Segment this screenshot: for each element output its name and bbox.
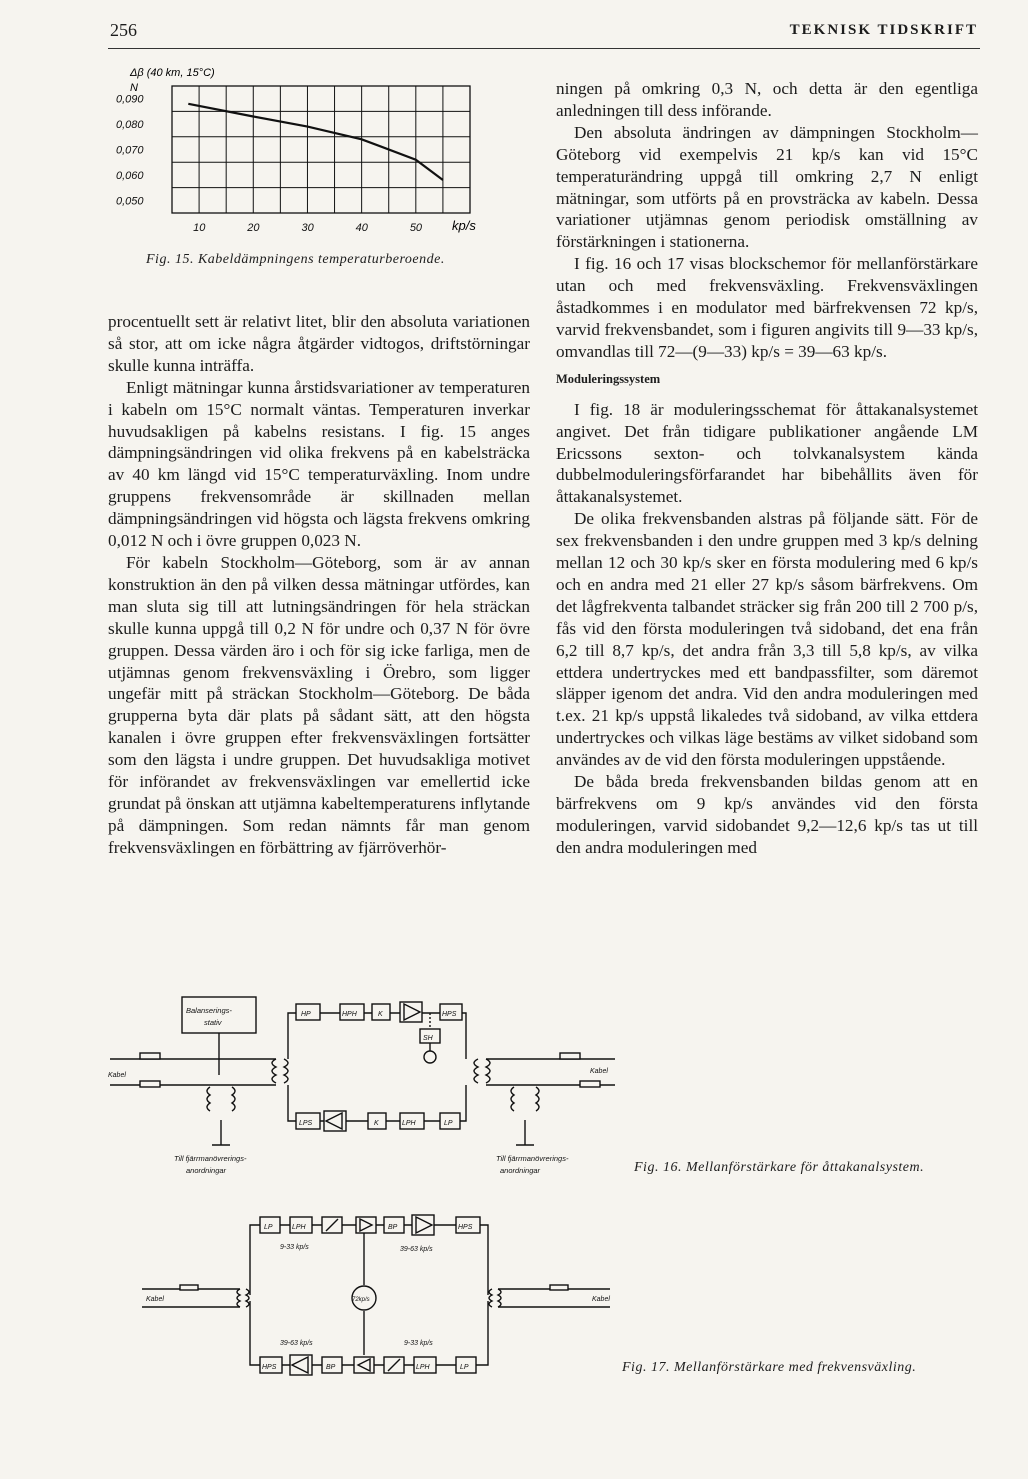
fig17-caption: Fig. 17. Mellanförstärkare med frekvensväxling. (622, 1360, 917, 1375)
remote-right: Till fjärrmanövrerings- (496, 1154, 569, 1163)
fig15-xtick-label: 40 (355, 222, 368, 234)
block-lph: LPH (292, 1224, 306, 1231)
block-lph: LPH (402, 1120, 416, 1127)
block-lps: LPS (299, 1120, 313, 1127)
fig15-xtick-label: 20 (247, 222, 260, 234)
block-hps: HPS (442, 1011, 457, 1018)
fig16-caption: Fig. 16. Mellanförstärkare för åttakanalsystem. (634, 1160, 925, 1175)
block-lp: LP (460, 1364, 469, 1371)
band-low-bottom: 9-33 kp/s (404, 1340, 433, 1347)
kabel-right-label: Kabel (590, 1068, 608, 1075)
fig15-ytick-label: 0,080 (116, 119, 144, 132)
fig15-xlabel: kp/s (452, 218, 476, 233)
left-column (108, 311, 530, 859)
block-k: K (374, 1120, 379, 1127)
block-hp: HP (301, 1011, 311, 1018)
paragraph: Den absoluta ändringen av dämpningen Stockholm—Göteborg vid exempelvis 21 kp/s kan vid 15°C temperaturändring uppgå till omkring 2,7 N enligt mätningar, som utförts på en provsträcka av kabeln. Dessa variationer utjämnas genom periodisk omställning av förstärkningen i stationerna. (556, 122, 978, 252)
paragraph: Enligt mätningar kunna årstidsvariationer av temperaturen i kabeln om 15°C normalt väntas. Temperaturen inverkar huvudsakligen på kabelns resistans. I fig. 15 anges dämpningsändringen vid olika frekvens på en kabelsträcka av 40 km längd vid 15°C temperaturväxling. Inom undre gruppens frekvensområde är skillnaden mellan dämpningsändringen vid högsta och lägsta frekvens omkring 0,012 N och i övre gruppen 0,023 N. (108, 377, 530, 551)
fig15-xtick-label: 10 (193, 222, 206, 234)
transformer-icon (489, 1289, 501, 1307)
balance-label: Balanserings- (186, 1006, 232, 1015)
block-hph: HPH (342, 1011, 357, 1018)
meter-icon (424, 1051, 436, 1063)
block-lp: LP (264, 1224, 273, 1231)
paragraph: I fig. 18 är moduleringsschemat för åttakanalsystemet angivet. Det från tidigare publikationer angående LM Ericssons sexton- och tolvkanalsystem kända dubbelmoduleringsförfarandet har bibehållits även för åttakanalsystemet. (556, 399, 978, 507)
fig15-ytick-label: 0,050 (116, 195, 144, 208)
page-number: 256 (110, 20, 137, 40)
band-low-top: 9-33 kp/s (280, 1244, 309, 1251)
fig15-ytick-label: 0,090 (116, 93, 144, 106)
block-hps: HPS (458, 1224, 473, 1231)
block-lp: LP (444, 1120, 453, 1127)
balance-label: stativ (204, 1018, 222, 1027)
fig17-diagram (140, 1205, 640, 1385)
block-k: K (378, 1011, 383, 1018)
block-bp: BP (388, 1224, 398, 1231)
transformer-icon (237, 1289, 249, 1307)
fig15-caption: Fig. 15. Kabeldämpningens temperaturberoende. (146, 252, 445, 267)
remote-left: Till fjärrmanövrerings- (174, 1154, 247, 1163)
block-hps: HPS (262, 1364, 277, 1371)
fig15-ytick-label: 0,060 (116, 169, 144, 182)
fig16-diagram (100, 985, 620, 1185)
fig15-ytick-label: 0,070 (116, 144, 144, 157)
paragraph: De olika frekvensbanden alstras på följande sätt. För de sex frekvensbanden i den undre gruppen med 3 kp/s delning mellan 12 och 30 kp/s sker en första modulering med 6 kp/s och en andra med 21 eller 27 kp/s såsom bärfrekvens. Om det lågfrekventa talbandet sträcker sig från 200 till 2 700 p/s, fås vid den första moduleringen två sidoband, det ena från 6,2 till 8,7 kp/s, det andra från 3,3 till 5,8 kp/s, av vilka ettdera undertryckes med ett bandpassfilter, som däremot släpper igenom det andra. Vid den andra moduleringen med t.ex. 21 kp/s uppstå likaledes två sidoband, av vilka ettdera undertryckes och vilkas läge bestäms av vilket sidoband som användes av de vid den första moduleringen uppstående. (556, 509, 978, 770)
fig15-yunit: N (130, 82, 138, 94)
paragraph: De båda breda frekvensbanden bildas genom att en bärfrekvens om 9 kp/s användes vid den första moduleringen, varvid sidobandet 9,2—12,6 kp/s tas ut till den andra moduleringen med (556, 772, 978, 857)
remote-left: anordningar (186, 1166, 227, 1175)
fig15-chart (110, 58, 510, 258)
band-high-bottom: 39-63 kp/s (280, 1340, 313, 1347)
header-rule (108, 48, 980, 49)
balance-rack (182, 997, 256, 1033)
fig15-frame (172, 86, 470, 213)
kabel-left-label: Kabel (146, 1296, 164, 1303)
block-lph: LPH (416, 1364, 430, 1371)
fig15-xtick-label: 50 (409, 222, 423, 234)
paragraph: För kabeln Stockholm—Göteborg, som är av annan konstruktion än den på vilken dessa mätningar utfördes, kan man sluta sig till att lutningsändringen för hela sträckan skulle kunna uppgå till 0,2 N för undre och 0,37 N för övre gruppen. Dessa värden äro i och för sig icke farliga, men de utjämnas genom frekvensväxling i Örebro, som ligger ungefär mitt på sträckan Stockholm—Göteborg. De båda grupperna byta där plats på sådant sätt, att den högsta kanalen i övre gruppen efter frekvensväxlingen fortsätter som den lägsta i undre gruppen. Det huvudsakliga motivet för införandet av frekvensväxlingen var emellertid icke grundat på önskan att utjämna kabeltemperaturens inflytande på dämpningen. Som redan nämnts får man genom frekvensväxlingen en förbättring av fjärröverhör- (108, 552, 530, 857)
right-column (556, 78, 978, 859)
oscillator-label: 72kp/s (352, 1297, 370, 1303)
kabel-right-label: Kabel (592, 1296, 610, 1303)
remote-right: anordningar (500, 1166, 541, 1175)
fig15-xtick-label: 30 (301, 222, 314, 234)
paragraph: procentuellt sett är relativt litet, blir den absoluta variationen så stor, att om icke några åtgärder vidtogos, driftstörningar skulle kunna inträffa. (108, 312, 530, 375)
fig15-ylabel: Δβ (40 km, 15°C) (130, 67, 215, 79)
band-high-top: 39-63 kp/s (400, 1246, 433, 1253)
paragraph: ningen på omkring 0,3 N, och detta är den egentliga anledningen till dess införande. (556, 79, 978, 120)
journal-title: TEKNISK TIDSKRIFT (789, 22, 978, 38)
transformer-icon (272, 1059, 288, 1083)
section-heading: Moduleringssystem (556, 371, 661, 386)
transformer-icon (474, 1059, 490, 1083)
block-bp: BP (326, 1364, 336, 1371)
paragraph: I fig. 16 och 17 visas blockschemor för mellanförstärkare utan och med frekvensväxling. Frekvensväxlingen åstadkommes i en modulator med bärfrekvensen 72 kp/s, varvid frekvensbandet, som i figuren angivits till 9—33 kp/s, omvandlas till 72—(9—33) kp/s = 39—63 kp/s. (556, 254, 978, 361)
block-sh: SH (423, 1035, 433, 1042)
kabel-left-label: Kabel (108, 1072, 126, 1079)
